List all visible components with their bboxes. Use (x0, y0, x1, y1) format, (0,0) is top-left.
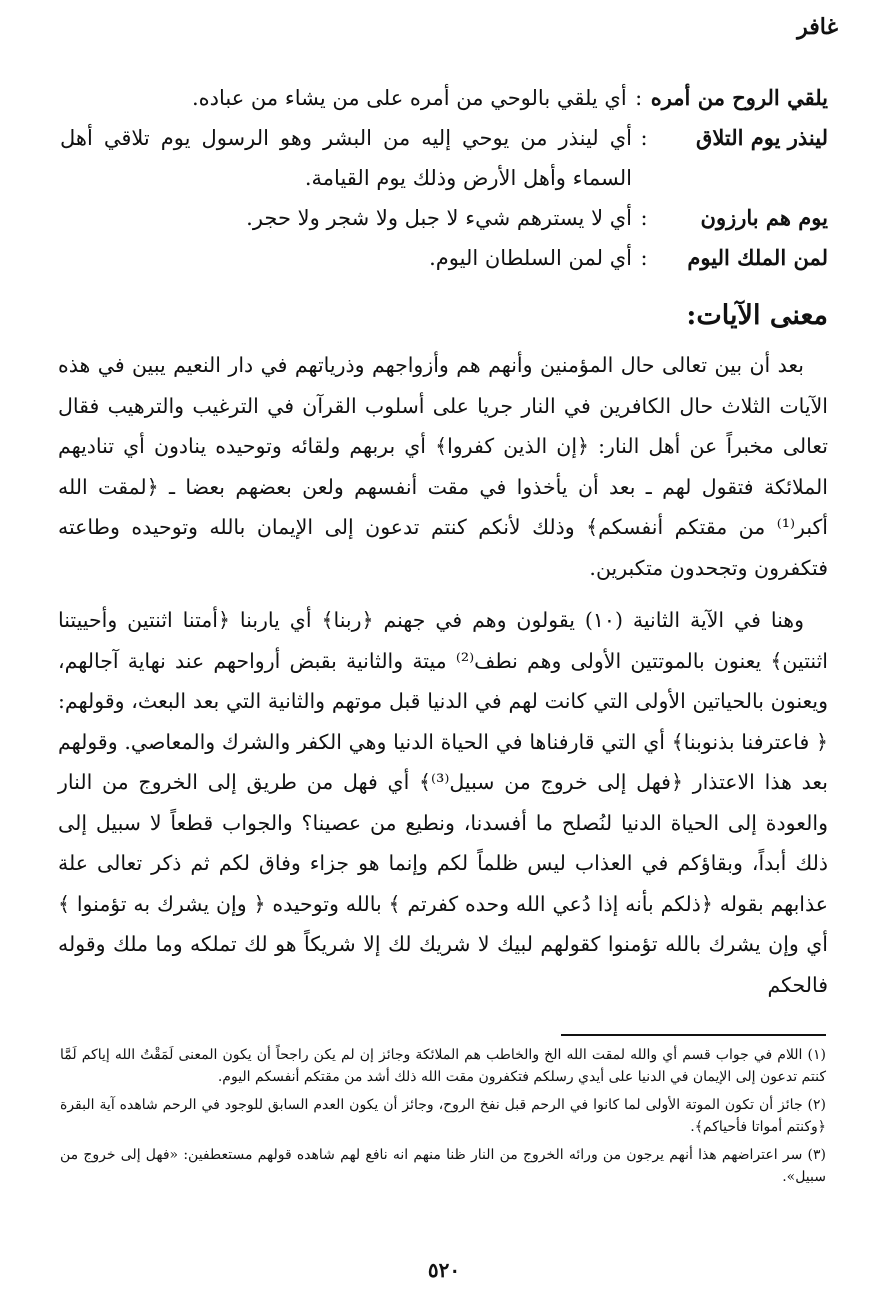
vocabulary-colon: : (640, 246, 648, 270)
footnote-separator (561, 1034, 826, 1036)
footnote: (٣) سر اعتراضهم هذا أنهم يرجون من ورائه الخروج من النار ظنا منهم انه نافع لهم شاهده قولهم مستعطفين: «فهل إلى خروج من سبيل». (60, 1147, 826, 1185)
vocabulary-row (60, 118, 828, 198)
vocabulary-colon: : (640, 206, 648, 230)
vocabulary-list (60, 78, 828, 278)
vocabulary-term: لينذر يوم التلاق (696, 125, 828, 150)
vocabulary-definition: أي لا يسترهم شيء لا جبل ولا شجر ولا حجر. (246, 206, 632, 230)
vocabulary-definition: أي لينذر من يوحي إليه من البشر وهو الرسول يوم تلاقي أهل السماء وأهل الأرض وذلك يوم القيامة. (60, 126, 632, 190)
vocabulary-term: يلقي الروح من أمره (650, 85, 828, 110)
paragraph: وهنا في الآية الثانية (١٠) يقولون وهم في جهنم ﴿ربنا﴾ أي ياربنا ﴿أمتنا اثنتين وأحييتنا اثنتين﴾ يعنون بالموتتين الأولى وهم نطف⁽²⁾ ميتة والثانية بقبض أرواحهم عند نهاية آجالهم، ويعنون بالحياتين الأولى التي كانت لهم في الدنيا قبل موتهم والثانية التي بعد البعث، وقولهم: ﴿ فاعترفنا بذنوبنا﴾ أي التي قارفناها في الحياة الدنيا وهي الكفر والشرك والمعاصي. وقولهم بعد هذا الاعتذار ﴿فهل إلى خروج من سبيل⁽³⁾﴾ أي فهل من طريق إلى الخروج من النار والعودة إلى الحياة الدنيا لنُصلح ما أفسدنا، ونطيع من عصينا؟ والجواب قطعاً لا سبيل إلى ذلك أبداً، وبقاؤكم في العذاب ليس ظلماً لكم وإنما هو جزاء وفاق لكم ثم ذكر تعالى علة عذابهم بقوله ﴿ذلكم بأنه إذا دُعي الله وحده كفرتم ﴾ بالله وتوحيده ﴿ وإن يشرك به تؤمنوا ﴾ أي وإن يشرك بالله تؤمنوا كقولهم لبيك لا شريك لك إلا شريكاً هو لك تملكه وما ملك وقوله فالحكم (58, 608, 828, 997)
paragraph: بعد أن بين تعالى حال المؤمنين وأنهم هم وأزواجهم وذرياتهم في دار النعيم يبين في هذه الآيات الثلاث حال الكافرين في النار جريا على أسلوب القرآن في الترغيب والترهيب فقال تعالى مخبراً عن أهل النار: ﴿إن الذين كفروا﴾ أي بربهم ولقائه وتوحيده ينادون أي تناديهم الملائكة فتقول لهم ـ بعد أن يأخذوا في مقت أنفسهم ولعن بعضهم بعضا ـ ﴿لمقت الله أكبر⁽¹⁾ من مقتكم أنفسكم﴾ وذلك لأنكم كنتم تدعون إلى الإيمان بالله وتوحيده وطاعته فتكفرون وتجحدون متكبرين. (58, 353, 828, 580)
vocabulary-colon: : (640, 126, 648, 150)
vocabulary-row (60, 238, 828, 278)
running-head: غافر (797, 14, 838, 40)
main-text (58, 345, 828, 1005)
vocabulary-term: يوم هم بارزون (700, 205, 828, 230)
section-title: معنى الآيات: (686, 300, 828, 331)
vocabulary-definition: أي لمن السلطان اليوم. (429, 246, 632, 270)
vocabulary-term: لمن الملك اليوم (687, 245, 828, 270)
vocabulary-colon: : (635, 86, 643, 110)
footnote: (٢) جائز أن تكون الموتة الأولى لما كانوا في الرحم قبل نفخ الروح، وجائز أن يكون العدم السابق للوجود في الرحم شاهده آية البقرة ﴿وكنتم أمواتا فأحياكم﴾. (60, 1097, 826, 1135)
footnotes (60, 1044, 826, 1194)
vocabulary-row (60, 78, 828, 118)
footnote: (١) اللام في جواب قسم أي والله لمقت الله الخ والخاطب هم الملائكة وجائز إن لم يكن راجحاً أن يكون المعنى لَمَقْتُ الله إياكم لَمَّا كنتم تدعون إلى الإيمان في الدنيا على أيدي رسلكم فتكفرون مقت الله ذلك أشد من مقتكم أنفسكم اليوم. (60, 1047, 826, 1085)
vocabulary-definition: أي يلقي بالوحي من أمره على من يشاء من عباده. (191, 86, 627, 110)
page-number: ٥٢٠ (427, 1258, 461, 1282)
vocabulary-row (60, 198, 828, 238)
